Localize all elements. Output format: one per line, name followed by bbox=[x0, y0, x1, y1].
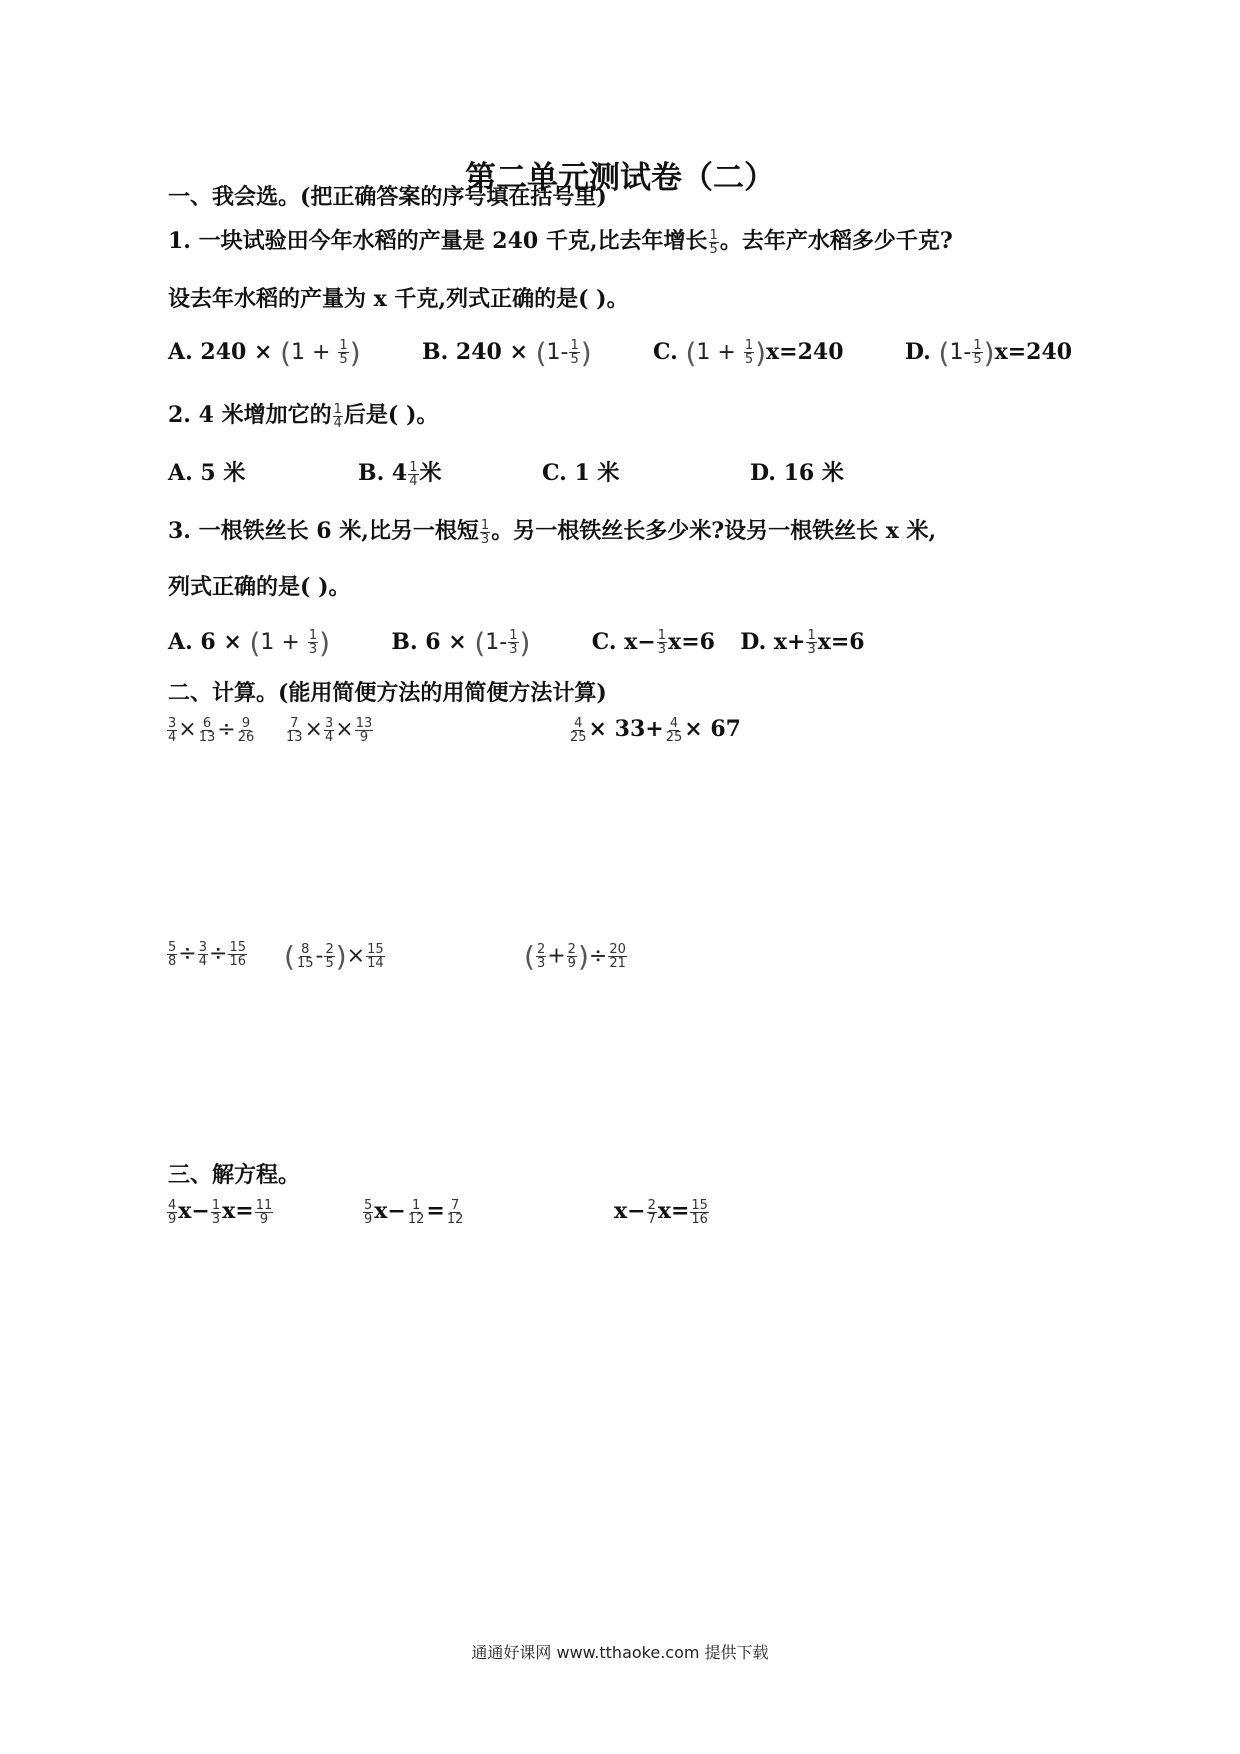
q1-line1 bbox=[168, 224, 953, 256]
q1-option-d-tail: x=240 bbox=[994, 338, 1073, 365]
fraction: $\frac{3}{4}$ bbox=[324, 715, 334, 745]
fraction: $\frac{1}{3}$ bbox=[509, 628, 518, 657]
fraction: $\frac{1}{4}$ bbox=[409, 459, 418, 489]
q3-option-a-label: A. 6 × bbox=[168, 628, 250, 655]
fraction: $\frac{5}{9}$ bbox=[364, 1197, 373, 1227]
fraction: $\frac{2}{7}$ bbox=[647, 1197, 656, 1227]
q1-option-b: B. 240 × (1- $\frac{1}{5}$ ) bbox=[421, 336, 592, 369]
q1-line2: 设去年水稻的产量为 x 千克,列式正确的是( )。 bbox=[168, 286, 629, 312]
fraction: $\frac{1}{3}$ bbox=[807, 628, 816, 657]
fraction: $\frac{15}{16}$ bbox=[229, 939, 246, 969]
q3-option-b-label: B. 6 × bbox=[391, 628, 475, 655]
equation-3 bbox=[614, 1198, 710, 1226]
fraction: $\frac{1}{5}$ bbox=[744, 338, 754, 367]
q3-line1-text-b: 。另一根铁丝长多少米?设另一根铁丝长 x 米, bbox=[491, 518, 937, 544]
fraction: $\frac{5}{8}$ bbox=[168, 939, 177, 969]
fraction: $\frac{1}{4}$ bbox=[333, 401, 342, 431]
fraction: $\frac{3}{4}$ bbox=[168, 715, 177, 745]
page-title: 第二单元测试卷（二） bbox=[465, 160, 775, 196]
section3-heading: 三、解方程。 bbox=[168, 1162, 301, 1188]
fraction: $\frac{1}{3}$ bbox=[657, 628, 667, 657]
q3-line1-text-a: 3. 一根铁丝长 6 米,比另一根短 bbox=[168, 518, 479, 544]
q2-option-d: D. 16 米 bbox=[750, 460, 844, 486]
q2-option-a: A. 5 米 bbox=[168, 460, 246, 486]
calc-expression-3 bbox=[568, 716, 741, 744]
q3-option-c bbox=[592, 629, 715, 655]
q1-option-d: D. (1- $\frac{1}{5}$ )x=240 bbox=[904, 336, 1073, 369]
q2-text-b: 后是( )。 bbox=[343, 402, 439, 428]
section2-heading: 二、计算。(能用简便方法的用简便方法计算) bbox=[168, 680, 607, 706]
fraction: $\frac{8}{15}$ bbox=[296, 942, 314, 971]
fraction: $\frac{20}{21}$ bbox=[609, 942, 626, 971]
fraction: $\frac{6}{13}$ bbox=[198, 715, 216, 745]
fraction: $\frac{4}{9}$ bbox=[168, 1197, 177, 1227]
q2-text-a: 2. 4 米增加它的 bbox=[168, 402, 332, 428]
equation-2 bbox=[362, 1198, 465, 1226]
calc-expression-4: $\frac{5}{8}$ ÷ $\frac{3}{4}$ ÷ $\frac{15}{16}$ bbox=[168, 939, 246, 969]
fraction: $\frac{4}{25}$ bbox=[570, 715, 587, 745]
fraction: $\frac{2}{5}$ bbox=[325, 942, 334, 971]
calc-expression-1: $\frac{3}{4}$ × $\frac{6}{13}$ ÷ $\frac{9}{26}$ bbox=[168, 715, 255, 745]
fraction: $\frac{11}{9}$ bbox=[255, 1197, 273, 1227]
calc-expression-3-tail: × 67 bbox=[684, 716, 741, 742]
q3-option-b: B. 6 × (1- $\frac{1}{3}$ ) bbox=[391, 626, 531, 659]
calc-expression-2: $\frac{7}{13}$ × $\frac{3}{4}$ × $\frac{13}{9}$ bbox=[286, 715, 373, 745]
fraction: $\frac{7}{13}$ bbox=[286, 715, 303, 745]
fraction: $\frac{7}{12}$ bbox=[446, 1197, 464, 1227]
q2-option-b-text-a: B. 4 bbox=[358, 460, 408, 486]
equation-1-xeq: x= bbox=[222, 1198, 254, 1224]
equation-3-xeq: x= bbox=[657, 1198, 690, 1224]
q1-line1-text-a: 1. 一块试验田今年水稻的产量是 240 千克,比去年增长 bbox=[168, 228, 708, 254]
q1-option-c-tail: x=240 bbox=[766, 338, 844, 365]
q1-option-a-label: A. 240 × bbox=[168, 338, 281, 365]
q3-option-a: A. 6 × (1 + $\frac{1}{3}$ ) bbox=[168, 626, 331, 659]
section1-heading: 一、我会选。(把正确答案的序号填在括号里) bbox=[168, 184, 607, 210]
calc-expression-5: ( $\frac{8}{15}$ - $\frac{2}{5}$ )× $\frac{15}{14}$ bbox=[284, 940, 384, 973]
calc-expression-3-mid: × 33+ bbox=[588, 716, 664, 742]
fraction: $\frac{15}{14}$ bbox=[367, 942, 384, 971]
q1-option-a: A. 240 × (1 + $\frac{1}{5}$ ) bbox=[168, 336, 361, 369]
q2-option-b-text-b: 米 bbox=[419, 460, 442, 486]
fraction: $\frac{4}{25}$ bbox=[665, 715, 683, 745]
fraction: $\frac{9}{26}$ bbox=[237, 715, 255, 745]
q1-line1-text-b: 。去年产水稻多少千克? bbox=[719, 228, 953, 254]
q3-option-d-text-a: D. x+ bbox=[740, 628, 806, 655]
equation-2-x: x− bbox=[374, 1198, 406, 1224]
equation-3-lead-x: x− bbox=[614, 1198, 646, 1224]
q1-option-d-label: D. bbox=[904, 338, 939, 365]
fraction: $\frac{1}{5}$ bbox=[570, 338, 579, 367]
q3-line1 bbox=[168, 514, 936, 546]
q1-option-c-label: C. bbox=[653, 338, 686, 365]
fraction: $\frac{2}{9}$ bbox=[567, 942, 576, 971]
fraction: $\frac{1}{3}$ bbox=[480, 517, 490, 547]
fraction: $\frac{1}{12}$ bbox=[407, 1197, 425, 1227]
q3-option-c-text-b: x=6 bbox=[668, 628, 715, 655]
fraction: $\frac{1}{5}$ bbox=[339, 338, 348, 367]
q2-option-c: C. 1 米 bbox=[542, 460, 620, 486]
q2-option-b bbox=[358, 456, 442, 488]
fraction: $\frac{3}{4}$ bbox=[198, 939, 207, 969]
q3-options bbox=[168, 626, 865, 659]
q1-option-c: C. (1 + $\frac{1}{5}$ )x=240 bbox=[653, 336, 844, 369]
q2-line bbox=[168, 398, 438, 430]
fraction: $\frac{1}{5}$ bbox=[973, 338, 982, 367]
q3-line2: 列式正确的是( )。 bbox=[168, 574, 351, 600]
fraction: $\frac{13}{9}$ bbox=[355, 715, 373, 745]
calc-expression-6: ( $\frac{2}{3}$ + $\frac{2}{9}$ )÷ $\frac{20}{21}$ bbox=[524, 940, 626, 973]
q1-option-b-label: B. 240 × bbox=[421, 338, 536, 365]
fraction: $\frac{1}{3}$ bbox=[308, 628, 318, 657]
fraction: $\frac{1}{3}$ bbox=[211, 1197, 221, 1227]
footer-source: 通通好课网 www.tthaoke.com 提供下载 bbox=[471, 1643, 769, 1662]
fraction: $\frac{1}{5}$ bbox=[709, 227, 718, 257]
q1-options bbox=[168, 336, 1072, 369]
q3-option-d-text-b: x=6 bbox=[817, 628, 865, 655]
fraction: $\frac{2}{3}$ bbox=[536, 942, 546, 971]
equation-1-x: x− bbox=[178, 1198, 210, 1224]
fraction: $\frac{15}{16}$ bbox=[691, 1197, 708, 1227]
q3-option-c-text-a: C. x− bbox=[591, 628, 656, 655]
equation-1 bbox=[166, 1198, 274, 1226]
equation-2-eq: = bbox=[426, 1198, 445, 1224]
q3-option-d bbox=[740, 629, 864, 655]
